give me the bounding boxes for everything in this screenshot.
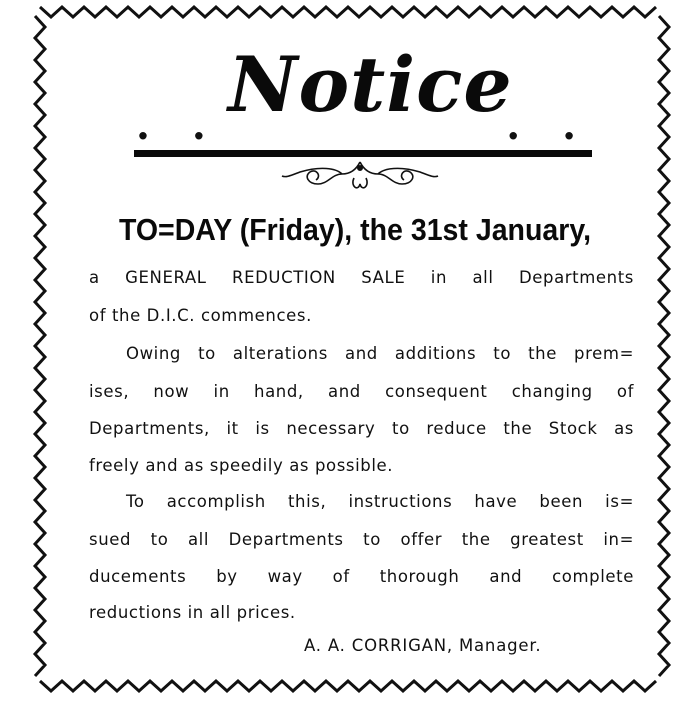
body-line-10: reductions in all prices. xyxy=(89,603,296,622)
headline: TO=DAY (Friday), the 31st January, xyxy=(118,212,592,247)
body-line-9: ducements by way of thorough and complete xyxy=(89,567,634,586)
scroll-flourish-icon xyxy=(280,158,440,196)
body-line-1: a GENERAL REDUCTION SALE in all Departments xyxy=(89,268,634,287)
body-line-7: To accomplish this, instructions have been is= xyxy=(126,492,634,511)
body-line-2: of the D.I.C. commences. xyxy=(89,306,312,325)
body-line-8: sued to all Departments to offer the greatest in= xyxy=(89,530,634,549)
body-line-4: ises, now in hand, and consequent changing of xyxy=(89,382,634,401)
notice-title: Notice xyxy=(228,40,513,129)
ornament-dots-left: . . xyxy=(136,102,220,149)
body-line-6: freely and as speedily as possible. xyxy=(89,456,394,475)
body-line-3: Owing to alterations and additions to the prem= xyxy=(126,344,634,363)
heading-row xyxy=(130,40,590,149)
body-line-5: Departments, it is necessary to reduce the Stock as xyxy=(89,419,634,438)
heading-rule xyxy=(134,150,592,157)
signature: A. A. CORRIGAN, Manager. xyxy=(304,636,542,655)
ornament-dots-right: . . xyxy=(506,102,590,149)
